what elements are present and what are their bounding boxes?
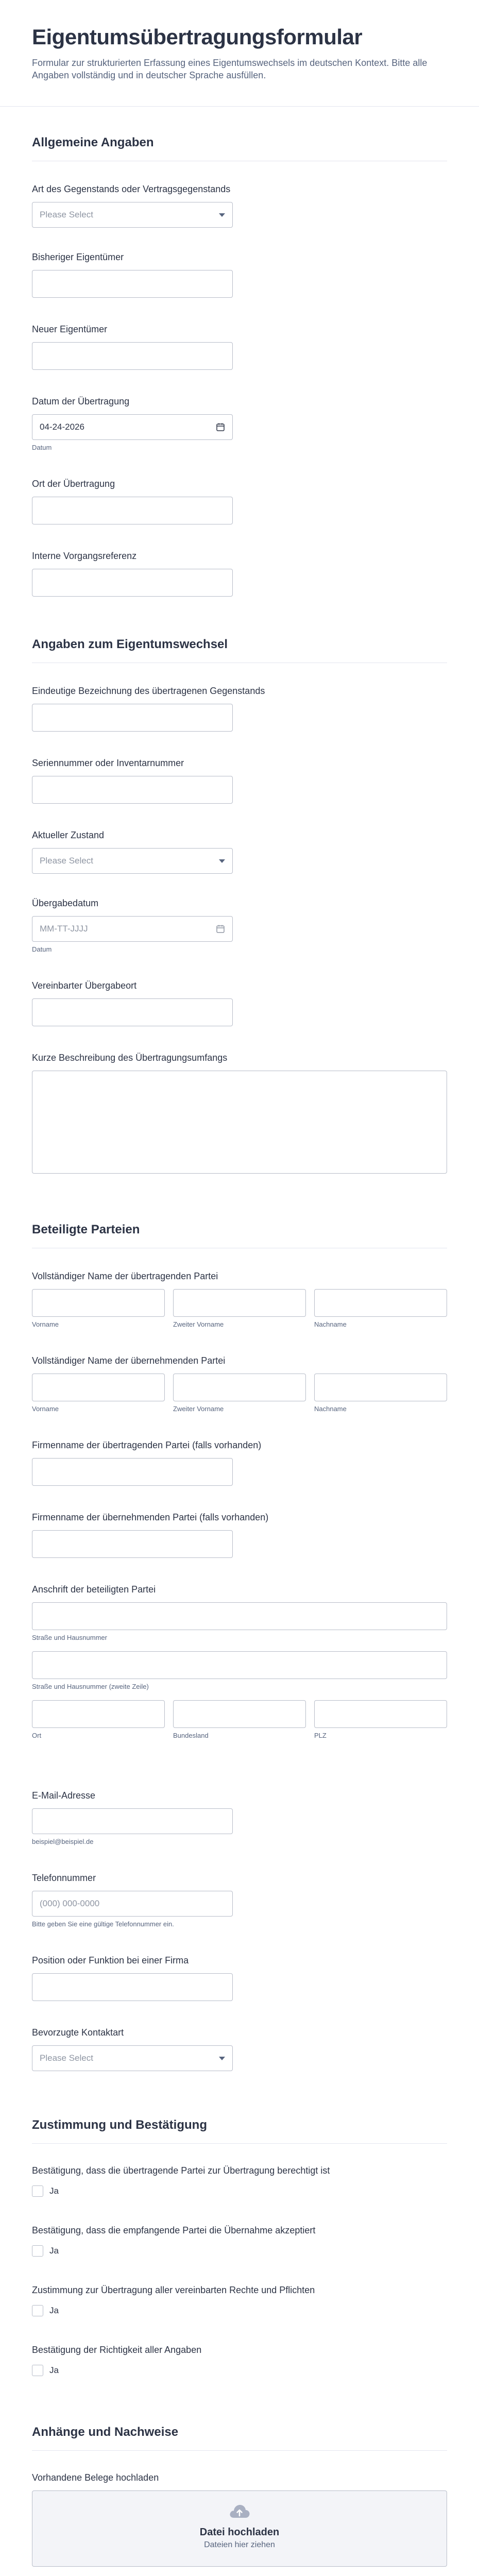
- consent-check-row-3[interactable]: [32, 2305, 447, 2316]
- city-sublabel: Ort: [32, 1732, 42, 1739]
- contact-method-label: Bevorzugte Kontaktart: [32, 2027, 124, 2038]
- item-type-label: Art des Gegenstands oder Vertragsgegenstands: [32, 184, 231, 194]
- consent-yes-label: Ja: [49, 2246, 59, 2256]
- section-divider: [32, 2450, 447, 2451]
- upload-docs-label: Vorhandene Belege hochladen: [32, 2472, 159, 2483]
- first-name-sublabel: Vorname: [32, 1320, 59, 1328]
- last-name-sublabel: Nachname: [314, 1320, 347, 1328]
- middle-name-sublabel: Zweiter Vorname: [173, 1320, 224, 1328]
- consent-label-4: Bestätigung der Richtigkeit aller Angaben: [32, 2345, 202, 2355]
- consent-checkbox-4[interactable]: [32, 2365, 43, 2376]
- section-parties: [32, 1222, 447, 1238]
- transferor-last-input[interactable]: [314, 1289, 447, 1317]
- section-general: [32, 135, 447, 150]
- header-divider: [0, 106, 479, 107]
- transferee-last-input[interactable]: [314, 1374, 447, 1401]
- field-transferor-name: [32, 1270, 447, 1329]
- section-divider: [32, 2143, 447, 2144]
- upload-docs-subtitle: Dateien hier ziehen: [204, 2540, 275, 2549]
- condition-label: Aktueller Zustand: [32, 830, 105, 840]
- serial-label: Seriennummer oder Inventarnummer: [32, 758, 184, 768]
- handover-date-value: MM-TT-JJJJ: [40, 924, 88, 934]
- chevron-down-icon: [219, 2057, 225, 2060]
- consent-item-1: [32, 2165, 447, 2197]
- form-title: Eigentumsübertragungsformular: [32, 25, 363, 49]
- company-transferee-input[interactable]: [32, 1530, 233, 1558]
- section-title-details: Angaben zum Eigentumswechsel: [32, 637, 228, 651]
- contact-method-value: Please Select: [40, 2053, 93, 2063]
- consent-label-1: Bestätigung, dass die übertragende Partei zur Übertragung berechtigt ist: [32, 2165, 330, 2176]
- handover-place-label: Vereinbarter Übergabeort: [32, 980, 137, 991]
- reference-label: Interne Vorgangsreferenz: [32, 551, 137, 561]
- zip-sublabel: PLZ: [314, 1732, 327, 1739]
- section-title-attachments: Anhänge und Nachweise: [32, 2425, 179, 2439]
- transfer-date-input[interactable]: [32, 414, 233, 440]
- transferee-middle-input[interactable]: [173, 1374, 306, 1401]
- handover-date-label: Übergabedatum: [32, 898, 99, 908]
- new-owner-label: Neuer Eigentümer: [32, 324, 108, 334]
- chevron-down-icon: [219, 213, 225, 217]
- item-type-value: Please Select: [40, 210, 93, 219]
- phone-placeholder: (000) 000-0000: [40, 1899, 100, 1908]
- form-header: [0, 0, 479, 88]
- zip-input[interactable]: [314, 1700, 447, 1728]
- section-attachments: [32, 2425, 447, 2440]
- prev-owner-label: Bisheriger Eigentümer: [32, 252, 124, 262]
- address-line2-input[interactable]: [32, 1651, 447, 1679]
- field-address: [32, 1584, 447, 1740]
- consent-checkbox-3[interactable]: [32, 2305, 43, 2316]
- consent-checkbox-2[interactable]: [32, 2245, 43, 2257]
- cloud-upload-icon: [229, 2503, 250, 2519]
- transferor-middle-input[interactable]: [173, 1289, 306, 1317]
- transferee-name-row: [32, 1374, 447, 1413]
- item-description-input[interactable]: [32, 704, 233, 732]
- transfer-date-value: 04-24-2026: [40, 422, 84, 432]
- address-line2-sublabel: Straße und Hausnummer (zweite Zeile): [32, 1683, 149, 1690]
- email-label: E-Mail-Adresse: [32, 1790, 96, 1801]
- section-title-parties: Beteiligte Parteien: [32, 1223, 140, 1236]
- email-input[interactable]: [32, 1808, 233, 1834]
- address-line1-input[interactable]: [32, 1602, 447, 1630]
- field-serial: [32, 757, 447, 804]
- transferee-first-group: [32, 1374, 165, 1413]
- phone-sublabel: Bitte geben Sie eine gültige Telefonnummer ein.: [32, 1920, 174, 1928]
- email-sublabel: beispiel@beispiel.de: [32, 1838, 94, 1845]
- consent-label-3: Zustimmung zur Übertragung aller vereinbarten Rechte und Pflichten: [32, 2285, 315, 2295]
- chevron-down-icon: [219, 859, 225, 863]
- field-prev-owner: [32, 251, 447, 298]
- state-group: [173, 1700, 306, 1740]
- form-subtitle: Formular zur strukturierten Erfassung eines Eigentumswechsels im deutschen Kontext. Bitte alle Angaben vollständig und in deutscher Sprache ausfüllen.: [32, 58, 427, 80]
- section-consent: [32, 2117, 447, 2133]
- transferor-last-group: [314, 1289, 447, 1329]
- consent-yes-label: Ja: [49, 2365, 59, 2375]
- transferor-middle-group: [173, 1289, 306, 1329]
- transferee-first-input[interactable]: [32, 1374, 165, 1401]
- position-label: Position oder Funktion bei einer Firma: [32, 1955, 189, 1965]
- first-name-sublabel: Vorname: [32, 1405, 59, 1413]
- transferor-first-group: [32, 1289, 165, 1329]
- position-input[interactable]: [32, 1973, 233, 2001]
- section-details: [32, 637, 447, 652]
- consent-item-3: [32, 2284, 447, 2316]
- address-label: Anschrift der beteiligten Partei: [32, 1584, 156, 1595]
- upload-docs-title: Datei hochladen: [199, 2527, 280, 2538]
- field-handover-date: [32, 897, 447, 954]
- field-position: [32, 1955, 447, 2001]
- transferee-last-group: [314, 1374, 447, 1413]
- item-description-label: Eindeutige Bezeichnung des übertragenen Gegenstands: [32, 686, 265, 696]
- field-scope: [32, 1052, 447, 1176]
- transferee-name-label: Vollständiger Name der übernehmenden Partei: [32, 1355, 226, 1366]
- consent-label-2: Bestätigung, dass die empfangende Partei die Übernahme akzeptiert: [32, 2225, 316, 2235]
- condition-value: Please Select: [40, 856, 93, 866]
- contact-method-select[interactable]: [32, 2045, 233, 2071]
- consent-yes-label: Ja: [49, 2306, 59, 2315]
- serial-input[interactable]: [32, 776, 233, 804]
- consent-checkbox-1[interactable]: [32, 2185, 43, 2197]
- calendar-icon[interactable]: [216, 924, 225, 934]
- transfer-date-sublabel: Datum: [32, 444, 52, 451]
- new-owner-input[interactable]: [32, 342, 233, 370]
- upload-docs-dropzone[interactable]: [32, 2490, 447, 2567]
- state-sublabel: Bundesland: [173, 1732, 209, 1739]
- transfer-date-label: Datum der Übertragung: [32, 396, 130, 406]
- place-label: Ort der Übertragung: [32, 479, 115, 489]
- scope-textarea[interactable]: [32, 1071, 447, 1174]
- field-place: [32, 478, 447, 524]
- prev-owner-input[interactable]: [32, 270, 233, 298]
- handover-date-sublabel: Datum: [32, 945, 52, 953]
- phone-input[interactable]: [32, 1891, 233, 1917]
- scope-label: Kurze Beschreibung des Übertragungsumfangs: [32, 1053, 228, 1063]
- consent-item-2: [32, 2225, 447, 2257]
- phone-label: Telefonnummer: [32, 1873, 96, 1883]
- field-email: [32, 1790, 447, 1846]
- company-transferee-label: Firmenname der übernehmenden Partei (falls vorhanden): [32, 1512, 269, 1522]
- field-item-type: [32, 183, 447, 228]
- field-phone: [32, 1872, 447, 1928]
- address-line1-sublabel: Straße und Hausnummer: [32, 1634, 107, 1641]
- consent-check-row-2[interactable]: [32, 2245, 447, 2257]
- company-transferor-input[interactable]: [32, 1458, 233, 1486]
- condition-select[interactable]: [32, 848, 233, 874]
- transferor-name-label: Vollständiger Name der übertragenden Partei: [32, 1271, 218, 1281]
- field-company-transferee: [32, 1512, 447, 1558]
- handover-place-input[interactable]: [32, 998, 233, 1026]
- section-title-consent: Zustimmung und Bestätigung: [32, 2118, 207, 2132]
- place-input[interactable]: [32, 497, 233, 524]
- calendar-icon[interactable]: [216, 422, 225, 432]
- field-condition: [32, 829, 447, 874]
- transferor-first-input[interactable]: [32, 1289, 165, 1317]
- consent-yes-label: Ja: [49, 2186, 59, 2196]
- city-input[interactable]: [32, 1700, 165, 1728]
- city-group: [32, 1700, 165, 1740]
- field-item-description: [32, 685, 447, 732]
- field-new-owner: [32, 324, 447, 370]
- field-handover-place: [32, 980, 447, 1026]
- transferee-middle-group: [173, 1374, 306, 1413]
- consent-item-4: [32, 2344, 447, 2376]
- last-name-sublabel: Nachname: [314, 1405, 347, 1413]
- state-input[interactable]: [173, 1700, 306, 1728]
- transferor-name-row: [32, 1289, 447, 1329]
- field-upload-docs: [32, 2472, 447, 2567]
- company-transferor-label: Firmenname der übertragenden Partei (falls vorhanden): [32, 1440, 262, 1450]
- field-contact-method: [32, 2027, 447, 2071]
- middle-name-sublabel: Zweiter Vorname: [173, 1405, 224, 1413]
- consent-check-row-4[interactable]: [32, 2365, 447, 2376]
- address-city-row: [32, 1700, 447, 1740]
- section-title-general: Allgemeine Angaben: [32, 135, 154, 149]
- field-transfer-date: [32, 396, 447, 452]
- handover-date-input[interactable]: [32, 916, 233, 942]
- field-transferee-name: [32, 1355, 447, 1413]
- field-reference: [32, 550, 447, 597]
- field-company-transferor: [32, 1439, 447, 1486]
- consent-check-row-1[interactable]: [32, 2185, 447, 2197]
- reference-input[interactable]: [32, 569, 233, 597]
- item-type-select[interactable]: [32, 202, 233, 228]
- zip-group: [314, 1700, 447, 1740]
- upload-docs-inner: [32, 2503, 447, 2550]
